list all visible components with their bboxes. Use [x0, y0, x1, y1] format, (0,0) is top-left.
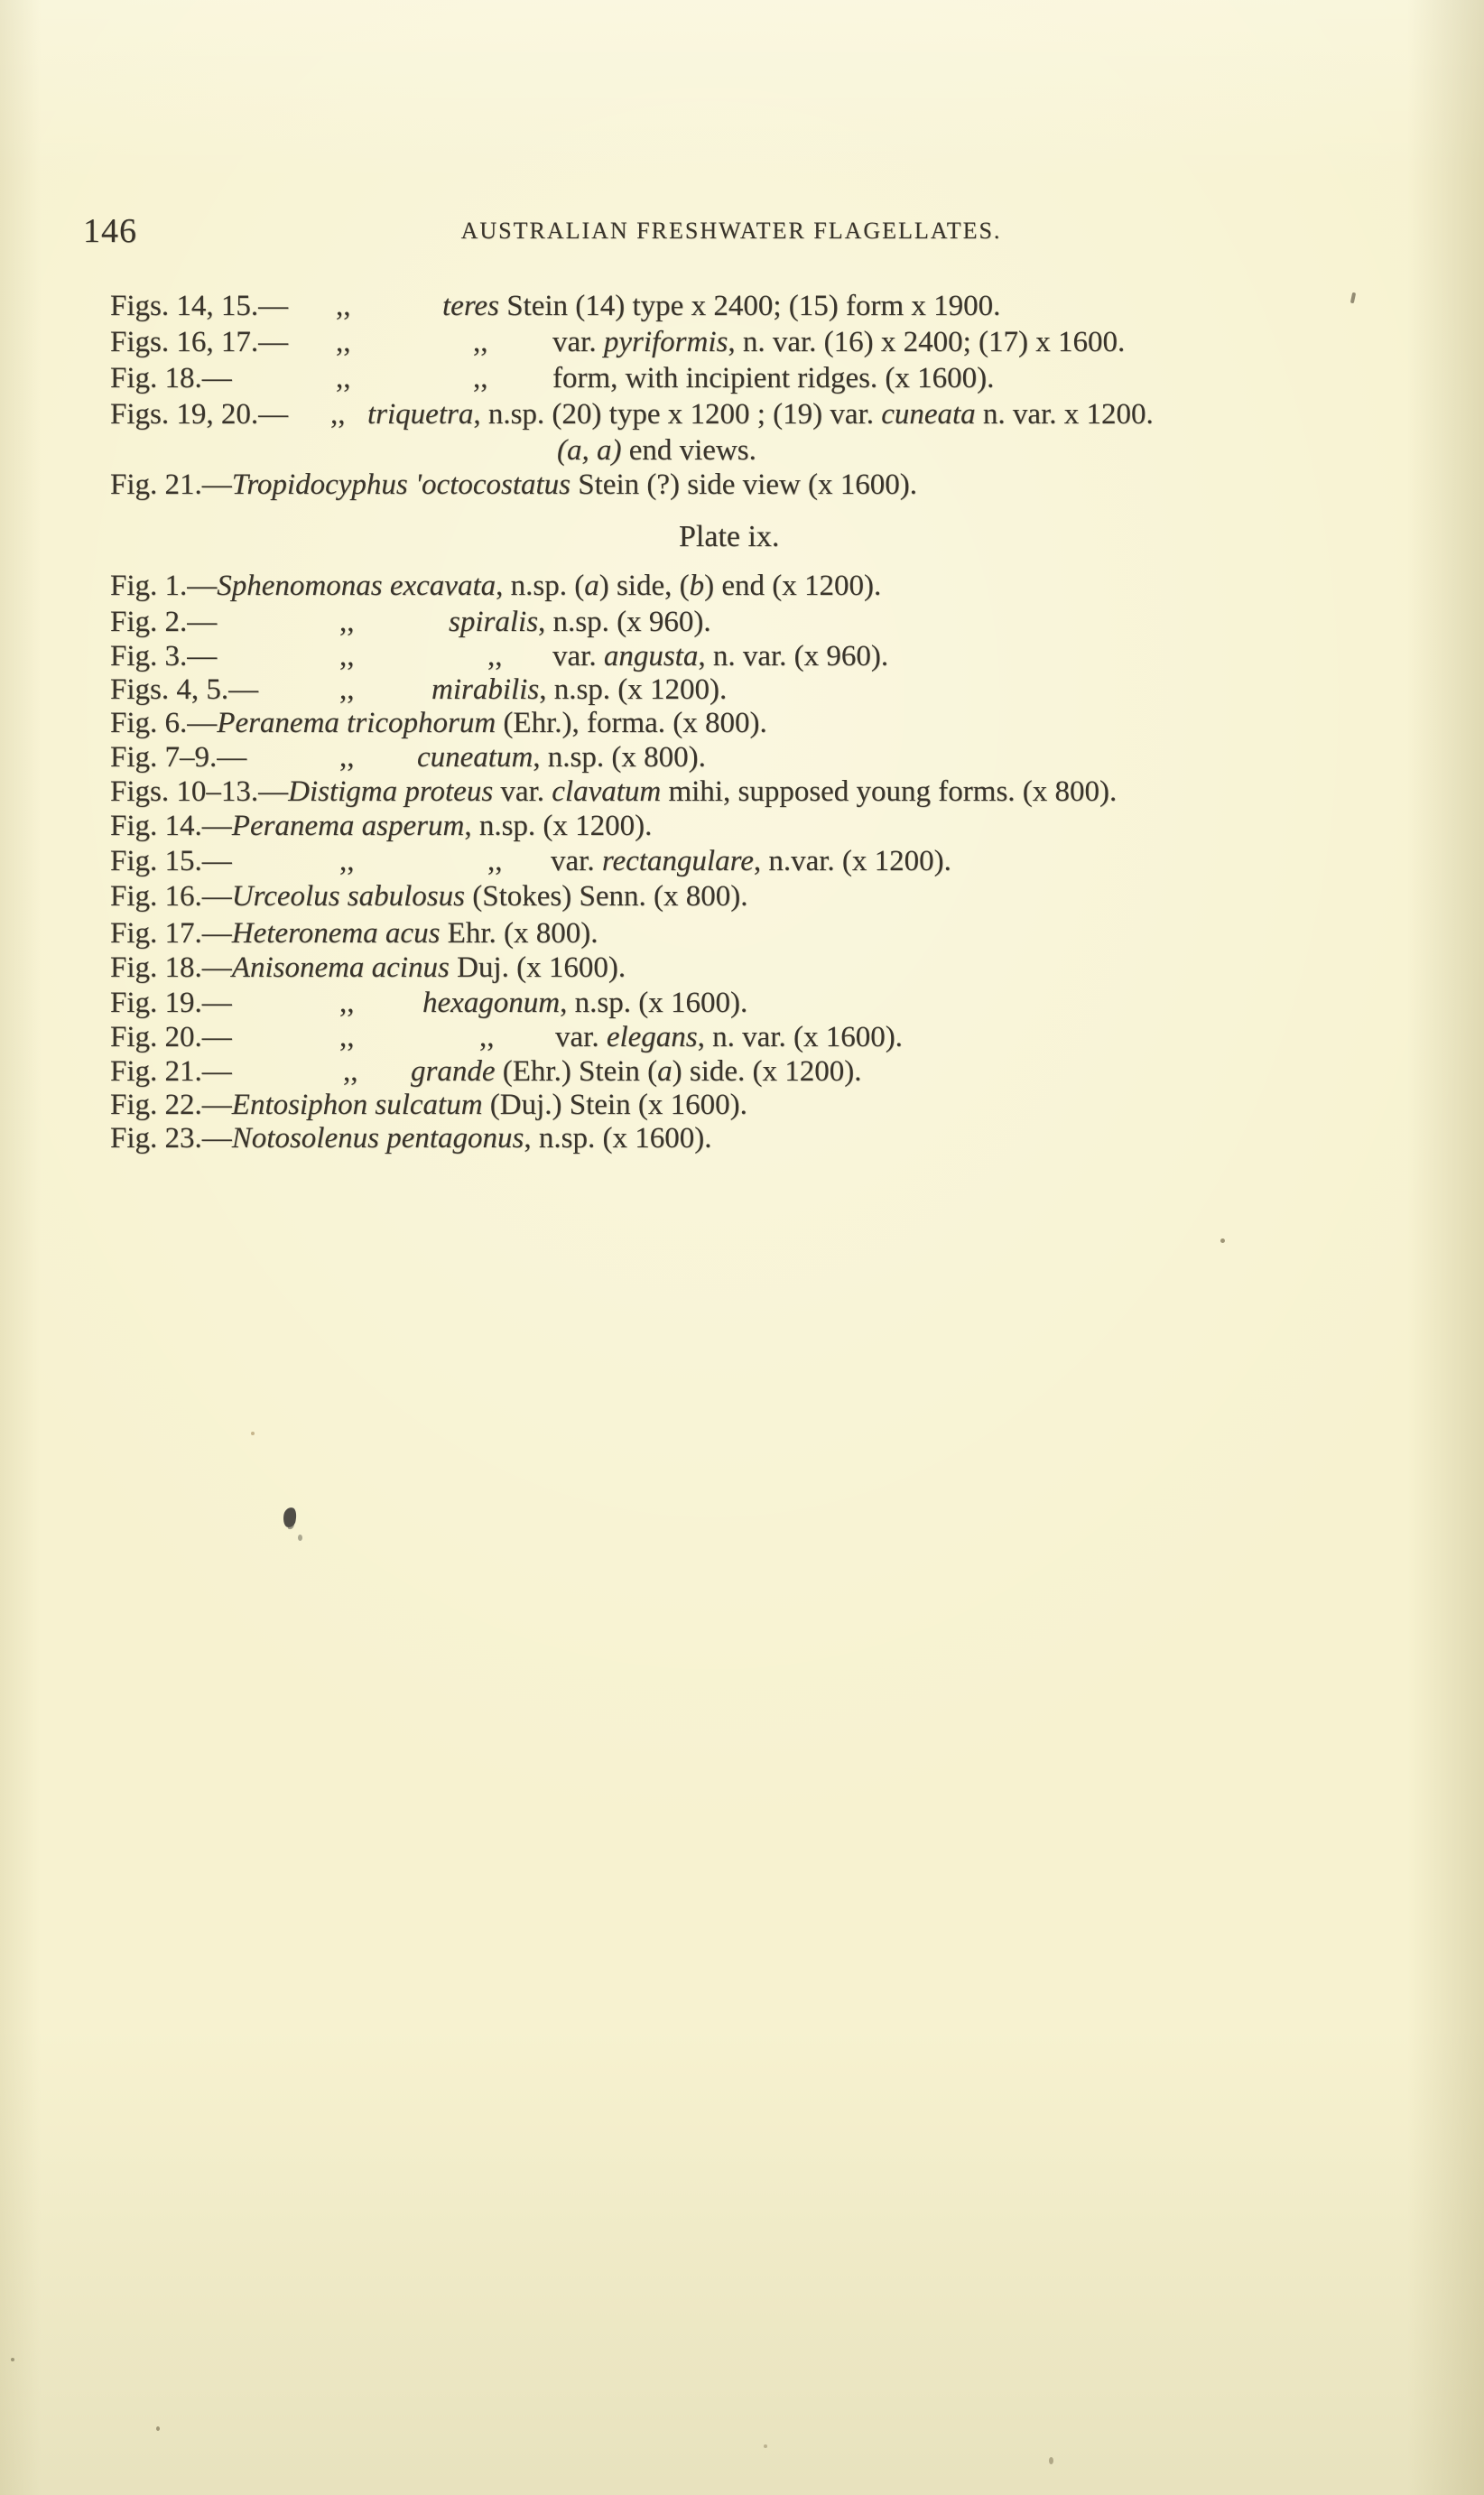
caption-segment: [339, 987, 355, 1019]
caption-text-run: Fig. 2.—: [110, 606, 218, 638]
caption-segment: [339, 606, 355, 638]
caption-text-run: , n.sp. (x 1600).: [524, 1122, 712, 1155]
caption-text-run: n. var. x 1200.: [975, 398, 1154, 431]
caption-line: [0, 810, 1484, 848]
caption-text-run: , n.sp. (x 1600).: [560, 987, 748, 1019]
caption-text-run: mihi, supposed young forms. (x 800).: [661, 775, 1118, 808]
caption-italic-run: Anisonema acinus: [231, 951, 450, 984]
caption-text-run: , n. var. (16) x 2400; (17) x 1600.: [728, 326, 1126, 358]
caption-text-run: Fig. 18.—: [110, 362, 232, 394]
caption-text-run: ,,: [339, 640, 355, 672]
caption-segment: [110, 741, 246, 774]
caption-italic-run: mirabilis: [431, 673, 540, 706]
caption-text-run: ) end (x 1200).: [704, 570, 882, 602]
caption-italic-run: rectangulare: [601, 845, 754, 877]
caption-text-run: Figs. 4, 5.—: [110, 673, 259, 706]
caption-text-run: Duj. (x 1600).: [449, 951, 626, 984]
caption-text-run: Fig. 16.—: [110, 880, 232, 913]
caption-italic-run: Urceolus sabulosus: [231, 880, 465, 913]
caption-line: [0, 987, 1484, 1025]
caption-text-run: Fig. 7–9.—: [110, 741, 247, 774]
caption-line: [0, 951, 1484, 989]
caption-text-run: Fig. 22.—: [110, 1089, 232, 1121]
caption-text-run: ,,: [336, 290, 351, 322]
caption-segment: [110, 987, 232, 1019]
caption-line: [0, 880, 1484, 918]
caption-text-run: ,,: [339, 987, 355, 1019]
caption-text-run: Stein (14) type x 2400; (15) form x 1900.: [498, 290, 1001, 322]
caption-italic-run: hexagonum: [422, 987, 561, 1019]
caption-segment: [343, 1055, 358, 1088]
caption-segment: [110, 775, 1117, 808]
caption-line: [0, 707, 1484, 745]
caption-segment: [431, 673, 727, 706]
caption-segment: [552, 640, 888, 672]
caption-italic-run: b: [689, 570, 705, 602]
caption-line: [0, 570, 1484, 608]
caption-line: [0, 741, 1484, 779]
caption-segment: [339, 1021, 355, 1053]
caption-line: [0, 845, 1484, 883]
caption-text-run: Fig. 23.—: [110, 1122, 232, 1155]
caption-text-run: Fig. 21.—: [110, 468, 232, 501]
caption-segment: [110, 810, 652, 842]
caption-italic-run: grande: [411, 1055, 496, 1088]
caption-text-run: (Stokes) Senn. (x 800).: [464, 880, 748, 913]
caption-italic-run: Entosiphon sulcatum: [231, 1089, 483, 1121]
caption-text-run: , n.sp. (x 1200).: [464, 810, 653, 842]
caption-line: [0, 606, 1484, 644]
caption-text-run: Figs. 14, 15.—: [110, 290, 289, 322]
caption-segment: [422, 987, 747, 1019]
caption-italic-run: Peranema tricophorum: [217, 707, 496, 739]
caption-italic-run: Heteronema acus: [231, 917, 441, 950]
caption-italic-run: Sphenomonas excavata: [217, 570, 496, 602]
caption-italic-run: Notosolenus pentagonus: [231, 1122, 524, 1155]
caption-segment: [339, 741, 355, 774]
caption-line: [0, 1021, 1484, 1059]
caption-italic-run: cuneatum: [417, 741, 533, 774]
caption-line: [0, 673, 1484, 711]
caption-italic-run: a: [584, 570, 599, 602]
caption-italic-run: pyriformis: [603, 326, 728, 358]
caption-text-run: Fig. 14.—: [110, 810, 232, 842]
caption-text-run: end views.: [621, 434, 756, 467]
plate-ix-heading: Plate ix.: [679, 520, 780, 553]
caption-text-run: Fig. 18.—: [110, 951, 232, 984]
caption-text-run: Ehr. (x 800).: [440, 917, 598, 950]
caption-line: [0, 1089, 1484, 1127]
caption-segment: [479, 1021, 495, 1053]
caption-text-run: (Ehr.), forma. (x 800).: [496, 707, 767, 739]
caption-text-run: , n. var. (x 1600).: [697, 1021, 903, 1053]
caption-text-run: ) side. (x 1200).: [672, 1055, 862, 1088]
caption-text-run: form, with incipient ridges. (x 1600).: [552, 362, 995, 394]
caption-segment: [339, 845, 355, 877]
caption-italic-run: triquetra: [367, 398, 474, 431]
caption-text-run: Figs. 19, 20.—: [110, 398, 289, 431]
caption-text-run: Stein (?) side view (x 1600).: [570, 468, 918, 501]
caption-italic-run: Tropidocyphus 'octocostatus: [231, 468, 571, 501]
caption-text-run: , n.sp. (20) type x 1200 ; (19) var.: [473, 398, 882, 431]
caption-segment: [417, 741, 706, 774]
caption-segment: [487, 640, 503, 672]
caption-italic-run: spiralis: [449, 606, 539, 638]
caption-segment: [110, 707, 767, 739]
caption-text-run: Fig. 15.—: [110, 845, 232, 877]
page-number: 146: [83, 212, 137, 250]
caption-segment: [339, 640, 355, 672]
caption-text-run: var.: [552, 326, 604, 358]
caption-segment: [339, 673, 355, 706]
caption-text-run: ,,: [339, 1021, 355, 1053]
caption-text-run: var.: [555, 1021, 607, 1053]
caption-segment: [449, 606, 711, 638]
caption-segment: [551, 845, 951, 877]
caption-text-run: Figs. 16, 17.—: [110, 326, 289, 358]
caption-text-run: , n.sp. (x 800).: [533, 741, 706, 774]
caption-segment: [411, 1055, 862, 1088]
caption-text-run: Fig. 20.—: [110, 1021, 232, 1053]
caption-segment: [110, 640, 217, 672]
caption-text-run: , n.sp. (x 960).: [538, 606, 711, 638]
caption-text-run: ) side, (: [598, 570, 690, 602]
caption-italic-run: teres: [442, 290, 499, 322]
caption-text-run: var.: [493, 775, 552, 808]
caption-segment: [555, 1021, 903, 1053]
caption-text-run: Fig. 21.—: [110, 1055, 232, 1088]
caption-segment: [110, 673, 258, 706]
caption-text-run: Fig. 6.—: [110, 707, 218, 739]
caption-italic-run: (a, a): [557, 434, 622, 467]
caption-italic-run: a: [657, 1055, 672, 1088]
caption-text-run: Fig. 19.—: [110, 987, 232, 1019]
caption-text-run: ,,: [487, 640, 503, 672]
caption-segment: [110, 1021, 232, 1053]
caption-text-run: , n. var. (x 960).: [698, 640, 889, 672]
caption-line: [0, 1122, 1484, 1160]
caption-italic-run: Distigma proteus: [288, 775, 494, 808]
caption-text-run: Fig. 1.—: [110, 570, 218, 602]
caption-segment: [487, 845, 503, 877]
caption-italic-run: cuneata: [881, 398, 976, 431]
caption-text-run: ,,: [339, 741, 355, 774]
caption-segment: [110, 1055, 232, 1088]
caption-text-run: ,,: [479, 1021, 495, 1053]
caption-italic-run: angusta: [603, 640, 699, 672]
running-header: AUSTRALIAN FRESHWATER FLAGELLATES.: [460, 218, 1002, 244]
caption-italic-run: clavatum: [552, 775, 662, 808]
caption-segment: [110, 570, 881, 602]
caption-text-run: ,,: [330, 398, 346, 431]
caption-text-run: ,,: [473, 326, 488, 358]
caption-segment: [110, 606, 217, 638]
caption-segment: [110, 1089, 747, 1121]
caption-segment: [110, 880, 747, 913]
caption-text-run: , n.var. (x 1200).: [753, 845, 951, 877]
caption-segment: [110, 1122, 711, 1155]
caption-text-run: var.: [551, 845, 602, 877]
caption-text-run: ,,: [339, 673, 355, 706]
caption-line: [0, 1055, 1484, 1093]
caption-text-run: , n.sp. (: [496, 570, 585, 602]
caption-text-run: Fig. 17.—: [110, 917, 232, 950]
caption-segment: [110, 951, 626, 984]
caption-text-run: ,,: [339, 845, 355, 877]
caption-text-run: ,,: [336, 326, 351, 358]
caption-text-run: Figs. 10–13.—: [110, 775, 289, 808]
caption-segment: [110, 917, 598, 950]
caption-text-run: ,,: [336, 362, 351, 394]
caption-line: [0, 917, 1484, 955]
caption-italic-run: elegans: [606, 1021, 698, 1053]
caption-line: [0, 640, 1484, 678]
caption-line: [0, 775, 1484, 813]
caption-text-run: var.: [552, 640, 604, 672]
caption-text-run: ,,: [339, 606, 355, 638]
caption-text-run: ,,: [473, 362, 488, 394]
caption-text-run: Fig. 3.—: [110, 640, 218, 672]
caption-text-run: , n.sp. (x 1200).: [539, 673, 728, 706]
caption-text-run: (Duj.) Stein (x 1600).: [482, 1089, 747, 1121]
caption-segment: [110, 845, 232, 877]
caption-text-run: (Ehr.) Stein (: [495, 1055, 658, 1088]
caption-text-run: ,,: [487, 845, 503, 877]
caption-text-run: ,,: [343, 1055, 358, 1088]
caption-italic-run: Peranema asperum: [231, 810, 465, 842]
